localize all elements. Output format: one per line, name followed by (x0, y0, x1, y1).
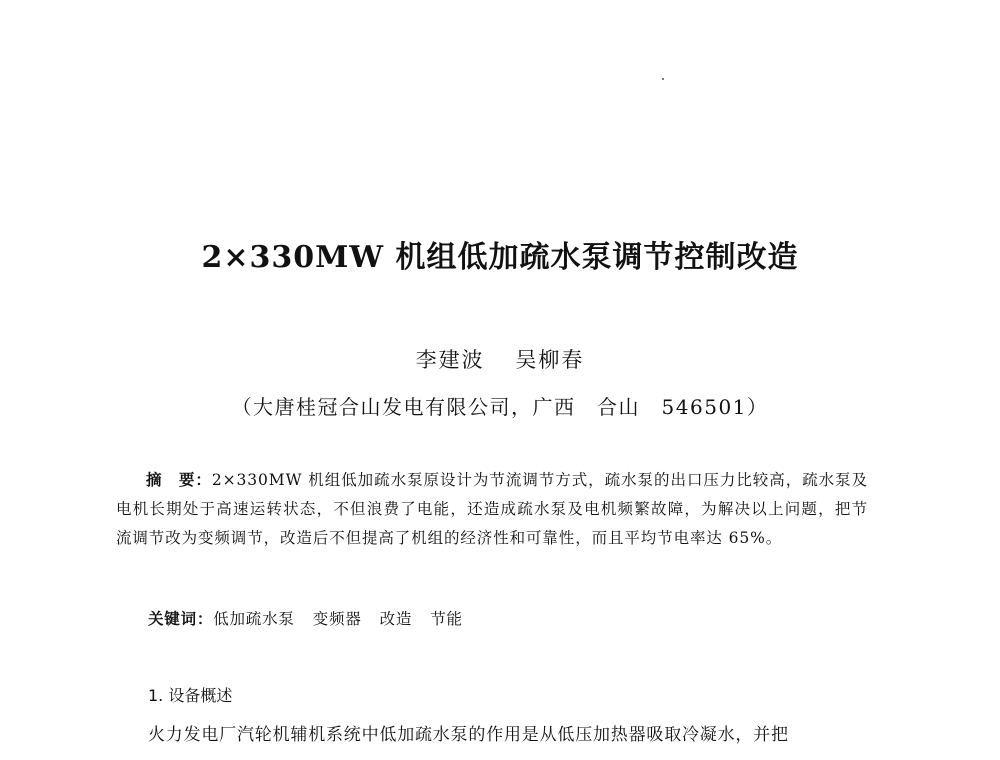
keyword: 变频器 (312, 610, 362, 628)
scan-speck (662, 78, 664, 80)
abstract (116, 466, 868, 553)
author-list (0, 344, 1000, 374)
abstract-label: 摘 要： (146, 471, 212, 489)
keyword: 改造 (379, 610, 413, 628)
section-heading: 1. 设备概述 (148, 686, 233, 705)
author-name: 吴柳春 (515, 348, 585, 372)
keyword: 低加疏水泵 (213, 610, 295, 628)
keyword: 节能 (430, 610, 463, 628)
keywords (148, 607, 481, 629)
body-paragraph: 火力发电厂汽轮机辅机系统中低加疏水泵的作用是从低压加热器吸取冷凝水，并把 (148, 725, 789, 745)
author-name: 李建波 (415, 348, 485, 372)
paper-title: 2×330MW 机组低加疏水泵调节控制改造 (201, 240, 799, 275)
keywords-label: 关键词： (148, 610, 214, 628)
author-affiliation: （大唐桂冠合山发电有限公司，广西 合山 546501） (231, 395, 769, 419)
abstract-text: 2×330MW 机组低加疏水泵原设计为节流调节方式，疏水泵的出口压力比较高，疏水泵及电机长期处于高速运转状态，不但浪费了电能，还造成疏水泵及电机频繁故障，为解决以上问题，把节流调节改为变频调节，改造后不但提高了机组的经济性和可靠性，而且平均节电率达 65%。 (116, 471, 868, 547)
